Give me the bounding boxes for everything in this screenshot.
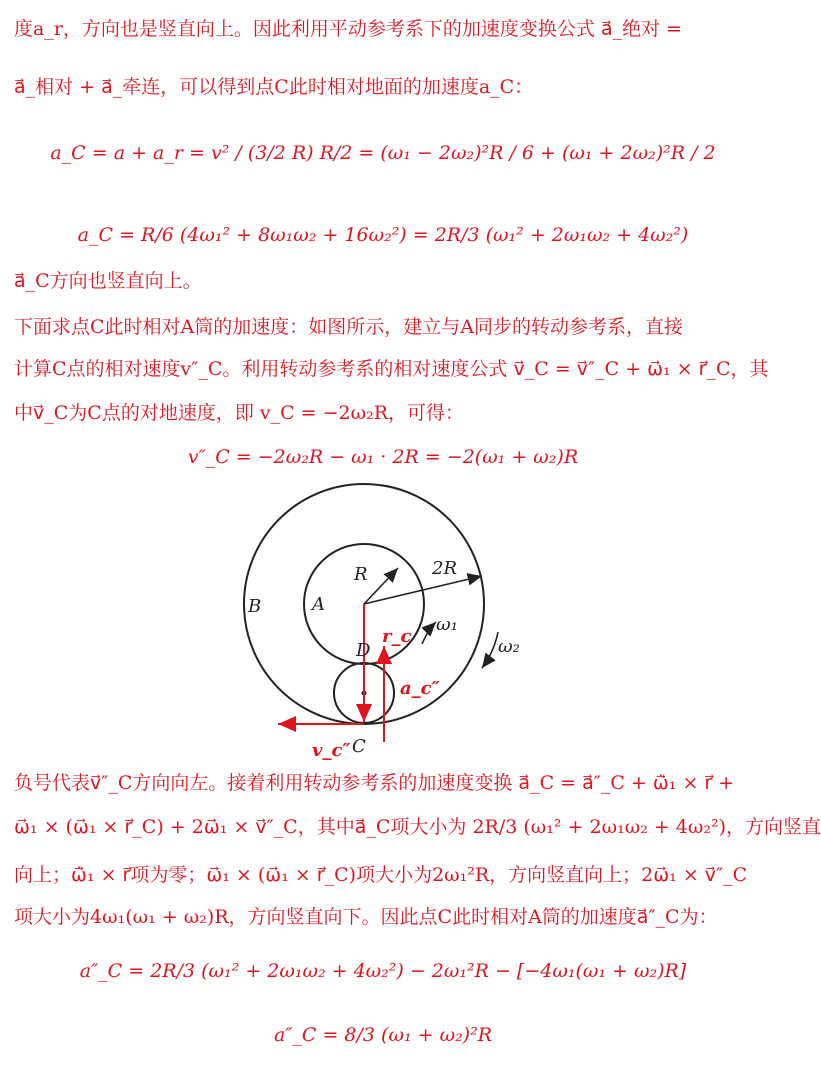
radius-r-arrow — [364, 568, 398, 604]
equation-3: v″_C = −2ω₂R − ω₁ · 2R = −2(ω₁ + ω₂)R — [187, 446, 579, 468]
text-line-2: a⃗_相对 + a⃗_牵连，可以得到点C此时相对地面的加速度a_C： — [14, 76, 534, 98]
text-line-5: 计算C点的相对速度v″_C。利用转动参考系的相对速度公式 v⃗_C = v⃗″_C + ω⃗₁ × r⃗_C，其 — [14, 358, 769, 380]
cylinder-diagram — [236, 480, 520, 764]
equation-5: a″_C = 8/3 (ω₁ + ω₂)²R — [273, 1024, 493, 1046]
equation-4: a″_C = 2R/3 (ω₁² + 2ω₁ω₂ + 4ω₂²) − 2ω₁²R − [−4ω₁(ω₁ + ω₂)R] — [79, 960, 687, 982]
equation-2: a_C = R/6 (4ω₁² + 8ω₁ω₂ + 16ω₂²) = 2R/3 (ω₁² + 2ω₁ω₂ + 4ω₂²) — [77, 224, 689, 246]
label-a: A — [312, 594, 325, 615]
label-b: B — [248, 596, 262, 617]
text-line-10: 项大小为4ω₁(ω₁ + ω₂)R，方向竖直向下。因此点C此时相对A筒的加速度a⃗″_C为： — [14, 906, 718, 928]
label-c: C — [352, 736, 366, 757]
equation-1: a_C = a + a_r = v² / (3/2 R) R/2 = (ω₁ − 2ω₂)²R / 6 + (ω₁ + 2ω₂)²R / 2 — [50, 142, 716, 164]
text-line-3: a⃗_C方向也竖直向上。 — [14, 270, 202, 292]
omega1-rotation-arrow — [422, 622, 436, 644]
text-line-8: ω⃗₁ × (ω⃗₁ × r⃗_C) + 2ω⃗₁ × v⃗″_C，其中a⃗_C项大小为 2R/3 (ω₁² + 2ω₁ω₂ + 4ω₂²)，方向竖直 — [14, 816, 821, 838]
text-line-7: 负号代表v⃗″_C方向向左。接着利用转动参考系的加速度变换 a⃗_C = a⃗″_C + ω̇⃗₁ × r⃗ + — [14, 772, 735, 794]
label-r-c: r_c — [382, 626, 412, 647]
label-v-c: v_c″ — [312, 740, 351, 761]
label-a-c: a_c″ — [400, 678, 440, 699]
label-omega1: ω₁ — [436, 614, 458, 635]
cylinder-diagram-svg — [236, 480, 520, 764]
omega2-rotation-arrow — [482, 632, 498, 668]
text-line-1: 度a_r，方向也是竖直向上。因此利用平动参考系下的加速度变换公式 a⃗_绝对 = — [14, 18, 683, 40]
label-omega2: ω₂ — [498, 636, 520, 657]
text-line-9: 向上；ω̇⃗₁ × r⃗项为零；ω⃗₁ × (ω⃗₁ × r⃗_C)项大小为2ω₁²R，方向竖直向上；2ω⃗₁ × v⃗″_C — [14, 864, 748, 886]
text-line-4: 下面求点C此时相对A筒的加速度：如图所示，建立与A同步的转动参考系，直接 — [14, 316, 683, 338]
label-d: D — [356, 640, 371, 661]
text-line-6: 中v⃗_C为C点的对地速度，即 v_C = −2ω₂R，可得： — [14, 402, 465, 424]
label-2r: 2R — [432, 558, 458, 579]
label-r: R — [354, 564, 368, 585]
